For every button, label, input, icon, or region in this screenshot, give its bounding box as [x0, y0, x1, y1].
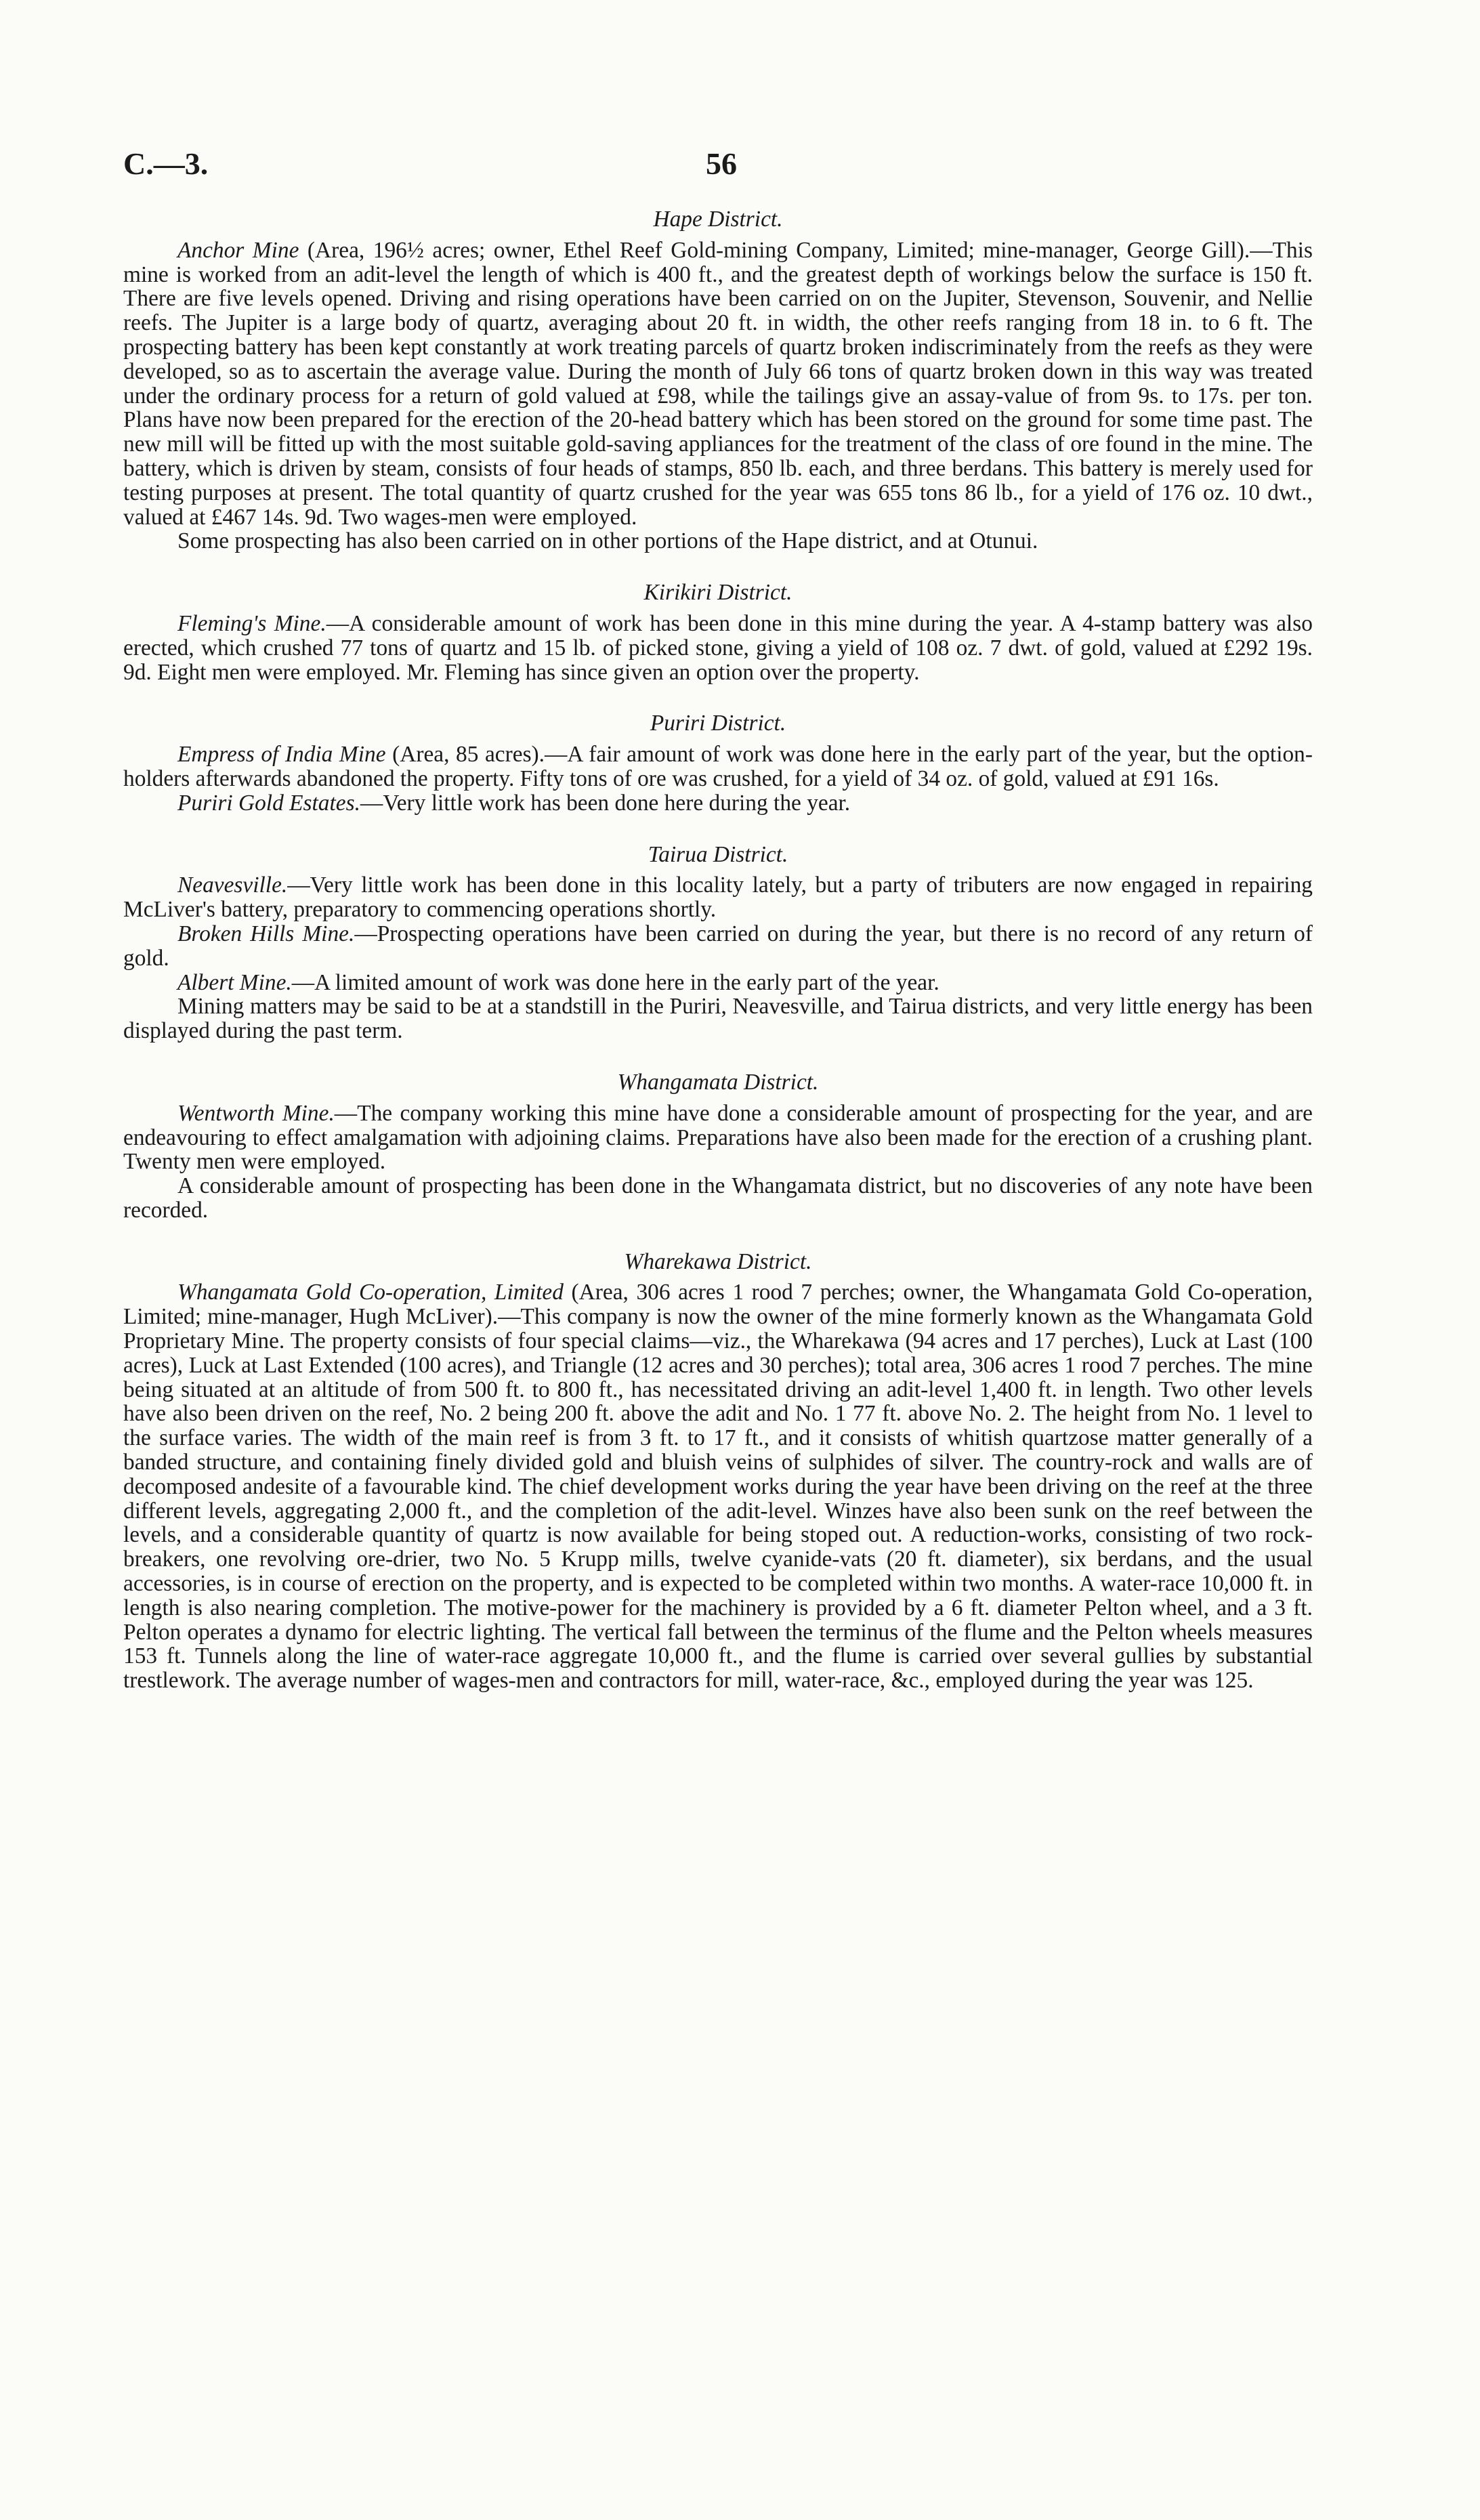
mine-name: Anchor Mine — [177, 237, 299, 263]
paragraph — [123, 873, 1313, 922]
section-gap — [123, 1223, 1313, 1240]
section-gap — [123, 553, 1313, 571]
paragraph-text: —The company working this mine have done a considerable amount of prospecting for the year, and are endeavouring to effect amalgamation with adjoining claims. Preparations have also been made for the erection of a crushing plant. Twenty men were employed. — [123, 1100, 1313, 1175]
paragraph — [123, 922, 1313, 971]
paragraph — [123, 971, 1313, 995]
district-heading: Kirikiri District. — [643, 580, 792, 606]
paragraph — [123, 742, 1313, 791]
paragraph — [123, 1280, 1313, 1693]
district-heading: Tairua District. — [648, 841, 788, 867]
mine-name: Puriri Gold Estates. — [177, 790, 360, 816]
section-gap — [123, 816, 1313, 833]
mine-name: Albert Mine. — [177, 969, 292, 995]
paragraph-text: (Area, 306 acres 1 rood 7 perches; owner, the Whangamata Gold Co-operation, Limited; mine-manager, Hugh McLiver).—This company is now the owner of the mine formerly known as the Whangamata Gold Proprietary Mine. The property consists of four special claims—viz., the Wharekawa (94 acres and 17 perches), Luck at Last (100 acres), Luck at Last Extended (100 acres), and Triangle (12 acres and 30 perches); total area, 306 acres 1 rood 7 perches. The mine being situated at an altitude of from 500 ft. to 800 ft., has necessitated driving an adit-level 1,400 ft. in length. Two other levels have also been driven on the reef, No. 2 being 200 ft. above the adit and No. 1 77 ft. above No. 2. The height from No. 1 level to the surface varies. The width of the main reef is from 3 ft. to 17 ft., and it consists of whitish quartzose matter generally of a banded structure, and containing finely divided gold and bluish veins of sulphides of silver. The country-rock and walls are of decomposed andesite of a favourable kind. The chief development works during the year have been driving on the reef at the three different levels, aggregating 2,000 ft., and the completion of the adit-level. Winzes have also been sunk on the reef between the levels, and a considerable quantity of quartz is now available for being stoped out. A reduction-works, consisting of two rock-breakers, one revolving ore-drier, two No. 5 Krupp mills, twelve cyanide-vats (20 ft. diameter), six berdans, and the usual accessories, is in course of erection on the property, and is expected to be completed within two months. A water-race 10,000 ft. in length is also nearing completion. The motive-power for the machinery is provided by a 6 ft. diameter Pelton wheel, and a 3 ft. Pelton operates a dynamo for electric lighting. The vertical fall between the terminus of the flume and the Pelton wheels measures 153 ft. Tunnels along the line of water-race aggregate 10,000 ft., and the flume is carried over several gullies by substantial trestlework. The average number of wages-men and contractors for mill, water-race, &c., employed during the year was 125. — [123, 1280, 1313, 1694]
mine-name: Empress of India Mine — [177, 742, 386, 768]
district-heading: Whangamata District. — [617, 1069, 819, 1095]
mine-name: Wentworth Mine. — [177, 1100, 335, 1126]
document-body — [123, 207, 1313, 1693]
paragraph — [123, 612, 1313, 684]
paragraph-text: A considerable amount of prospecting has been done in the Whangamata district, but no discoveries of any note have been recorded. — [123, 1173, 1313, 1223]
paragraph — [123, 1174, 1313, 1223]
paragraph-text: —A considerable amount of work has been done in this mine during the year. A 4-stamp battery was also erected, which crushed 77 tons of quartz and 15 lb. of picked stone, giving a yield of 108 oz. 7 dwt. of gold, valued at £292 19s. 9d. Eight men were employed. Mr. Fleming has since given an option over the property. — [123, 610, 1313, 685]
mine-name: Broken Hills Mine. — [177, 921, 355, 946]
paragraph-text: (Area, 196½ acres; owner, Ethel Reef Gold-mining Company, Limited; mine-manager, George Gill).—This mine is worked from an adit-level the length of which is 400 ft., and the greatest depth of workings below the surface is 150 ft. There are five levels opened. Driving and rising operations have been carried on on the Jupiter, Stevenson, Souvenir, and Nellie reefs. The Jupiter is a large body of quartz, averaging about 20 ft. in width, the other reefs ranging from 18 in. to 6 ft. The prospecting battery has been kept constantly at work treating parcels of quartz broken indiscriminately from the reefs as they were developed, so as to ascertain the average value. During the month of July 66 tons of quartz broken down in this way was treated under the ordinary process for a return of gold valued at £98, while the tailings give an assay-value of from 9s. to 17s. per ton. Plans have now been prepared for the erection of the 20-head battery which has been stored on the ground for some time past. The new mill will be fitted up with the most suitable gold-saving appliances for the treatment of the class of ore found in the mine. The battery, which is driven by steam, consists of four heads of stamps, 850 lb. each, and three berdans. This battery is merely used for testing purposes at present. The total quantity of quartz crushed for the year was 655 tons 86 lb., for a yield of 176 oz. 10 dwt., valued at £467 14s. 9d. Two wages-men were employed. — [123, 237, 1313, 530]
paragraph-text: (Area, 85 acres).—A fair amount of work was done here in the early part of the year, but the option-holders afterwards abandoned the property. Fifty tons of ore was crushed, for a yield of 34 oz. of gold, valued at £91 16s. — [123, 742, 1313, 791]
mine-name: Whangamata Gold Co-operation, Limited — [177, 1280, 564, 1305]
district-heading: Wharekawa District. — [624, 1248, 812, 1274]
section-gap — [123, 684, 1313, 702]
paragraph-text: Mining matters may be said to be at a standstill in the Puriri, Neavesville, and Tairua districts, and very little energy has been displayed during the past term. — [123, 994, 1313, 1044]
report-reference: C.—3. — [123, 146, 209, 181]
section-gap — [123, 1043, 1313, 1061]
district-heading: Puriri District. — [650, 711, 786, 736]
paragraph-text: —Prospecting operations have been carried on during the year, but there is no record of any return of gold. — [123, 921, 1313, 971]
district-heading: Hape District. — [653, 207, 783, 232]
paragraph-text: —Very little work has been done here during the year. — [360, 790, 851, 816]
page-number: 56 — [706, 146, 737, 181]
paragraph-text: —Very little work has been done in this locality lately, but a party of tributers are now engaged in repairing McLiver's battery, preparatory to commencing operations shortly. — [123, 873, 1313, 923]
paragraph — [123, 1101, 1313, 1174]
paragraph — [123, 529, 1313, 553]
mine-name: Fleming's Mine. — [177, 610, 326, 636]
paragraph — [123, 238, 1313, 530]
page-header — [123, 146, 1357, 193]
paragraph-text: Some prospecting has also been carried on in other portions of the Hape district, and at Otunui. — [177, 528, 1038, 554]
paragraph — [123, 994, 1313, 1043]
mine-name: Neavesville. — [177, 873, 288, 898]
paragraph — [123, 791, 1313, 816]
paragraph-text: —A limited amount of work was done here in the early part of the year. — [291, 969, 939, 995]
